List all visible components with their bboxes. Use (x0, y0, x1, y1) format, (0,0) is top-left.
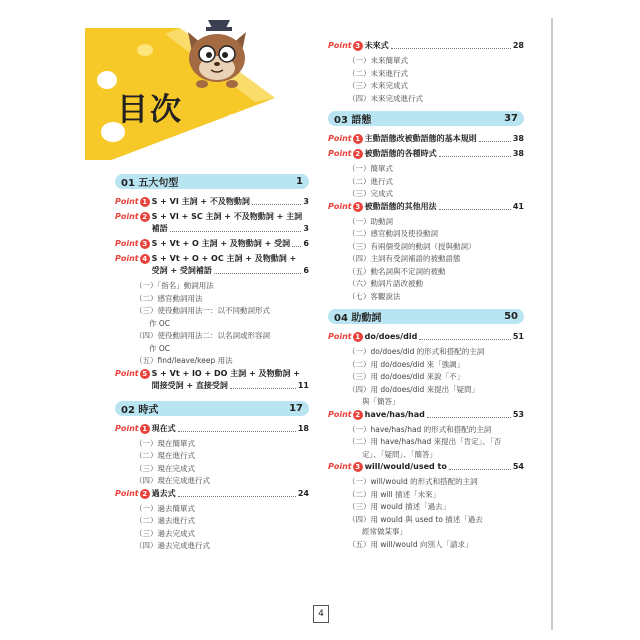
section-header-03[interactable] (328, 111, 524, 126)
toc-subitem[interactable]: （四）使役動詞用法二：以名詞或形容詞 (135, 331, 270, 340)
page-title: 目次 (117, 92, 183, 128)
point-page: 51 (512, 332, 524, 341)
toc-subitem[interactable]: （一）未來簡單式 (348, 56, 408, 65)
point-title: S + Vt + IO + DO 主詞 + 及物動詞 + (151, 368, 300, 378)
toc-right-column (328, 40, 524, 551)
toc-subitem-cont: 與「簡答」 (362, 397, 400, 406)
section-header-02[interactable] (115, 401, 309, 416)
point-badge: Point 1 (328, 133, 363, 145)
toc-point[interactable] (328, 331, 524, 343)
toc-subitem[interactable]: （四）用 do/does/did 來提出「疑問」 (348, 384, 480, 394)
toc-subitem[interactable]: （四）過去完成進行式 (135, 541, 210, 550)
point-title: 被動語態的各種時式 (364, 149, 437, 158)
toc-point[interactable] (115, 488, 309, 500)
section-number: 01 (121, 178, 135, 189)
toc-subitem[interactable]: （一）簡單式 (348, 164, 393, 173)
section-name: 語態 (351, 115, 372, 126)
toc-subitem[interactable]: （二）進行式 (348, 176, 393, 186)
point-badge: Point 5 (115, 368, 150, 380)
point-badge: Point 1 (115, 423, 150, 435)
point-badge: Point 3 (328, 201, 363, 213)
section-name: 助動詞 (351, 313, 382, 324)
toc-subitem[interactable]: （一）「指名」動詞用法 (135, 281, 214, 290)
section-number: 04 (334, 313, 348, 324)
section-page: 17 (289, 402, 303, 414)
section-page: 37 (504, 113, 518, 124)
toc-subitem-cont: 作 OC (149, 318, 171, 328)
toc-left-column (115, 174, 309, 553)
point-page: 18 (297, 423, 309, 433)
toc-subitem[interactable]: （五）動名詞與不定詞的被動 (348, 266, 446, 276)
toc-point[interactable] (328, 133, 524, 145)
toc-subitem-cont: 經常做某事」 (362, 527, 407, 536)
point-badge: Point 1 (115, 196, 150, 208)
toc-subitem[interactable]: （三）現在完成式 (135, 463, 195, 473)
point-title: S + VI 主詞 + 不及物動詞 (151, 197, 250, 206)
page-number: 4 (313, 605, 329, 623)
point-title: S + Vt + O 主詞 + 及物動詞 + 受詞 (151, 239, 291, 248)
toc-subitem[interactable]: （五）find/leave/keep 用法 (135, 356, 233, 365)
toc-subitem[interactable]: （二）感官動詞用法 (135, 293, 203, 303)
toc-subitem[interactable]: （二）感官動詞及使役動詞 (348, 229, 438, 238)
toc-subitem[interactable]: （三）完成式 (348, 189, 393, 198)
point-badge: Point 3 (328, 40, 363, 52)
toc-subitem[interactable]: （一）過去簡單式 (135, 503, 195, 513)
point-title-cont: 受詞 + 受詞補語 (151, 266, 212, 275)
toc-subitem[interactable]: （一）do/does/did 的形式和搭配的主詞 (348, 347, 485, 356)
point-title-cont: 補語 (151, 224, 168, 233)
toc-subitem[interactable]: （四）主詞有受詞補語的被動語態 (348, 254, 461, 263)
point-badge: Point 1 (328, 331, 363, 343)
toc-point[interactable] (328, 409, 524, 421)
toc-subitem[interactable]: （一）have/has/had 的形式和搭配的主詞 (348, 424, 492, 434)
page-edge-stripe (551, 18, 553, 630)
point-page: 6 (303, 266, 309, 275)
point-title: do/does/did (364, 332, 418, 341)
toc-subitem[interactable]: （七）客觀說法 (348, 291, 401, 301)
point-page: 24 (297, 488, 309, 498)
point-title: 主動語態改被動語態的基本規則 (364, 134, 477, 143)
point-title: S + VI + SC 主詞 + 不及物動詞 + 主詞 (151, 212, 303, 221)
toc-subitem[interactable]: （二）未來進行式 (348, 68, 408, 78)
toc-point[interactable] (328, 201, 524, 213)
toc-subitem[interactable]: （三）未來完成式 (348, 81, 408, 90)
toc-point[interactable] (115, 211, 309, 235)
toc-subitem[interactable]: （二）用 have/has/had 來提出「肯定」、「否 (348, 437, 502, 446)
section-page: 1 (296, 176, 303, 187)
point-page: 54 (512, 462, 524, 471)
toc-subitem[interactable]: （三）用 would 描述「過去」 (348, 502, 451, 511)
toc-subitem[interactable]: （三）用 do/does/did 來說「不」 (348, 372, 465, 381)
point-badge: Point 4 (115, 253, 150, 265)
toc-point[interactable] (328, 148, 524, 160)
point-badge: Point 2 (115, 211, 150, 223)
point-page: 6 (303, 239, 309, 248)
toc-subitem[interactable]: （四）現在完成進行式 (135, 476, 210, 485)
point-badge: Point 3 (328, 461, 363, 473)
toc-subitem[interactable]: （二）用 do/does/did 來「強調」 (348, 359, 465, 369)
point-title: 過去式 (151, 488, 176, 498)
toc-point[interactable] (115, 253, 309, 277)
section-page: 50 (504, 311, 518, 322)
toc-subitem[interactable]: （四）未來完成進行式 (348, 93, 423, 103)
point-badge: Point 2 (328, 409, 363, 421)
point-page: 3 (303, 224, 309, 233)
point-title: 現在式 (151, 423, 176, 433)
point-page: 11 (297, 380, 309, 390)
toc-subitem-cont: 定」、「疑問」、「簡答」 (362, 449, 437, 459)
toc-subitem[interactable]: （二）現在進行式 (135, 451, 195, 460)
toc-subitem[interactable]: （一）現在簡單式 (135, 438, 195, 448)
point-page: 3 (303, 197, 309, 206)
point-title: have/has/had (364, 409, 425, 419)
toc-subitem[interactable]: （四）用 would 與 used to 描述「過去 (348, 514, 483, 524)
toc-point[interactable] (328, 461, 524, 473)
toc-point[interactable] (115, 368, 309, 392)
toc-point[interactable] (115, 423, 309, 435)
section-header-01[interactable] (115, 174, 309, 189)
point-page: 38 (512, 134, 524, 143)
toc-point[interactable] (115, 238, 309, 250)
point-badge: Point 2 (115, 488, 150, 500)
point-title: S + Vt + O + OC 主詞 + 及物動詞 + (151, 254, 297, 263)
toc-subitem-cont: 作 OC (149, 343, 171, 353)
toc-subitem[interactable]: （三）使役動詞用法一：以不同動詞形式 (135, 306, 270, 315)
point-page: 41 (512, 201, 524, 211)
point-page: 28 (512, 41, 524, 50)
cat-mascot-icon (178, 18, 256, 90)
toc-subitem[interactable]: （一）助動詞 (348, 216, 393, 226)
toc-point[interactable] (328, 40, 524, 52)
toc-subitem[interactable]: （三）過去完成式 (135, 528, 195, 538)
toc-subitem[interactable]: （五）用 will/would 向別人「請求」 (348, 539, 473, 549)
point-title: will/would/used to (364, 462, 447, 471)
toc-subitem[interactable]: （一）will/would 的形式和搭配的主詞 (348, 477, 478, 486)
section-number: 03 (334, 115, 348, 126)
toc-subitem[interactable]: （三）有兩個受詞的動詞（授與動詞） (348, 241, 476, 251)
section-header-04[interactable] (328, 309, 524, 324)
toc-subitem[interactable]: （六）動詞片語改被動 (348, 279, 423, 288)
point-title: 被動語態的其他用法 (364, 201, 437, 211)
point-page: 53 (512, 409, 524, 419)
point-badge: Point 3 (115, 238, 150, 250)
toc-point[interactable] (115, 196, 309, 208)
toc-subitem[interactable]: （二）過去進行式 (135, 516, 195, 525)
point-title: 未來式 (364, 41, 389, 50)
toc-subitem[interactable]: （二）用 will 描述「未來」 (348, 489, 441, 499)
section-number: 02 (121, 404, 135, 416)
point-badge: Point 2 (328, 148, 363, 160)
section-name: 時式 (138, 404, 159, 416)
point-page: 38 (512, 149, 524, 158)
point-title-cont: 間接受詞 + 直接受詞 (151, 380, 228, 390)
section-name: 五大句型 (138, 178, 179, 189)
